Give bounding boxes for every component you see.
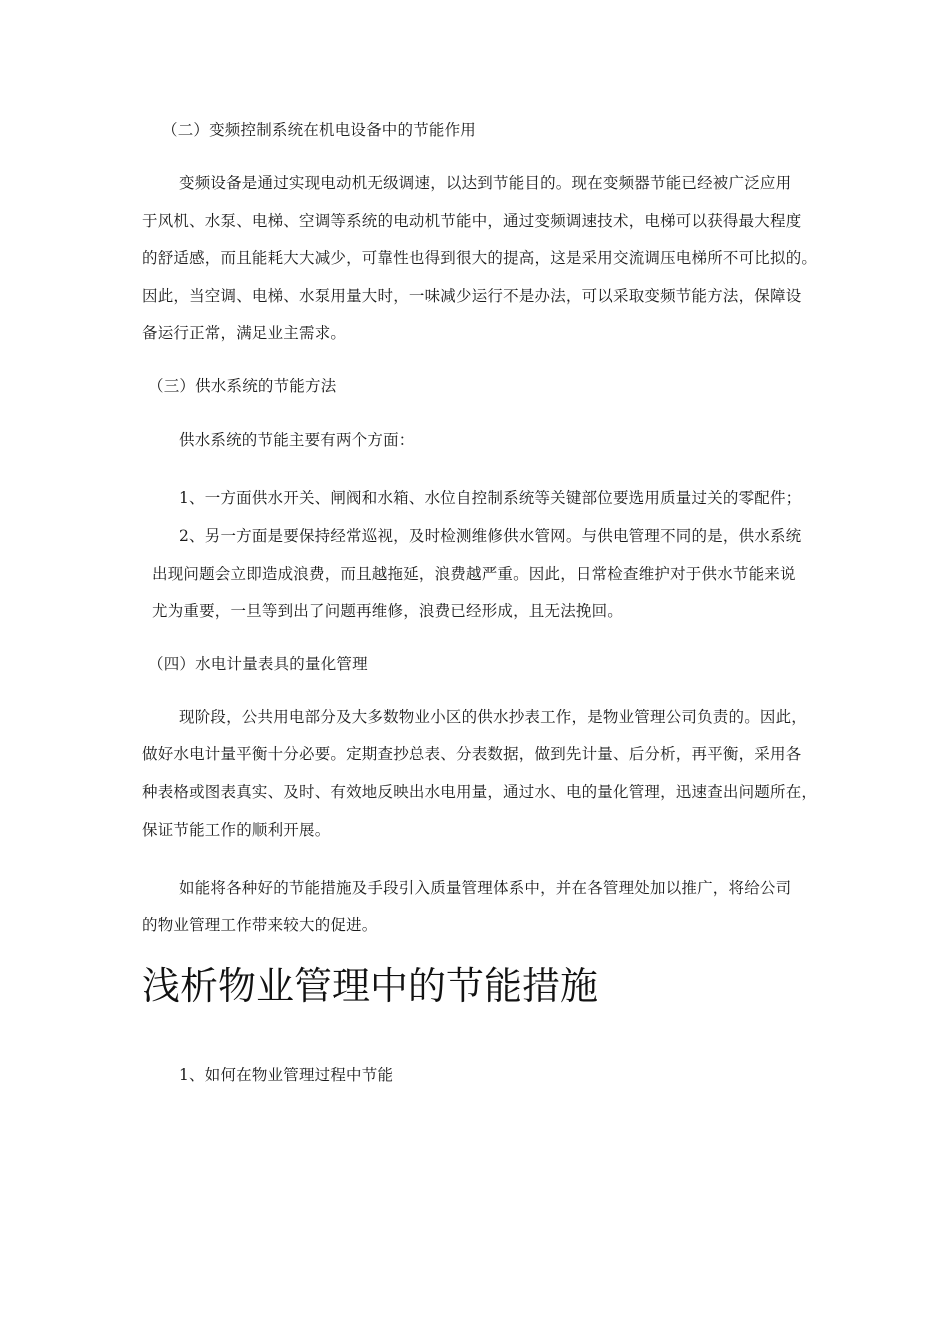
paragraph-line: 备运行正常，满足业主需求。: [142, 324, 347, 342]
list-item-2-line: 尤为重要，一旦等到出了问题再维修，浪费已经形成，且无法挽回。: [152, 602, 624, 620]
list-item-1: 1、一方面供水开关、闸阀和水箱、水位自控制系统等关键部位要选用质量过关的零配件；: [179, 489, 802, 507]
paragraph-line: 做好水电计量平衡十分必要。定期查抄总表、分表数据，做到先计量、后分析，再平衡，采用各: [142, 745, 802, 763]
list-item-2-line: 2、另一方面是要保持经常巡视，及时检测维修供水管网。与供电管理不同的是，供水系统: [179, 527, 802, 545]
section-intro: 供水系统的节能主要有两个方面：: [179, 431, 415, 449]
conclusion-line: 的物业管理工作带来较大的促进。: [142, 916, 378, 934]
paragraph-line: 现阶段，公共用电部分及大多数物业小区的供水抄表工作，是物业管理公司负责的。因此，: [179, 708, 808, 726]
paragraph-line: 于风机、水泵、电梯、空调等系统的电动机节能中，通过变频调速技术，电梯可以获得最大程度: [142, 212, 802, 230]
article-title: 浅析物业管理中的节能措施: [142, 964, 599, 1008]
paragraph-line: 的舒适感，而且能耗大大减少，可靠性也得到很大的提高，这是采用交流调压电梯所不可比拟的。: [142, 249, 818, 267]
list-item-2-line: 出现问题会立即造成浪费，而且越拖延，浪费越严重。因此，日常检查维护对于供水节能来说: [152, 565, 796, 583]
paragraph-line: 保证节能工作的顺利开展。: [142, 821, 331, 839]
paragraph-line: 因此，当空调、电梯、水泵用量大时，一味减少运行不是办法，可以采取变频节能方法，保障设: [142, 287, 802, 305]
section-heading-4: （四）水电计量表具的量化管理: [148, 655, 368, 673]
section-heading-2: （二）变频控制系统在机电设备中的节能作用: [162, 121, 477, 139]
paragraph-line: 变频设备是通过实现电动机无级调速，以达到节能目的。现在变频器节能已经被广泛应用: [179, 174, 792, 192]
section-heading-3: （三）供水系统的节能方法: [148, 377, 337, 395]
conclusion-line: 如能将各种好的节能措施及手段引入质量管理体系中，并在各管理处加以推广，将给公司: [179, 879, 792, 897]
article-subheading: 1、如何在物业管理过程中节能: [179, 1066, 394, 1084]
paragraph-line: 种表格或图表真实、及时、有效地反映出水电用量，通过水、电的量化管理，迅速查出问题所在，: [142, 783, 818, 801]
